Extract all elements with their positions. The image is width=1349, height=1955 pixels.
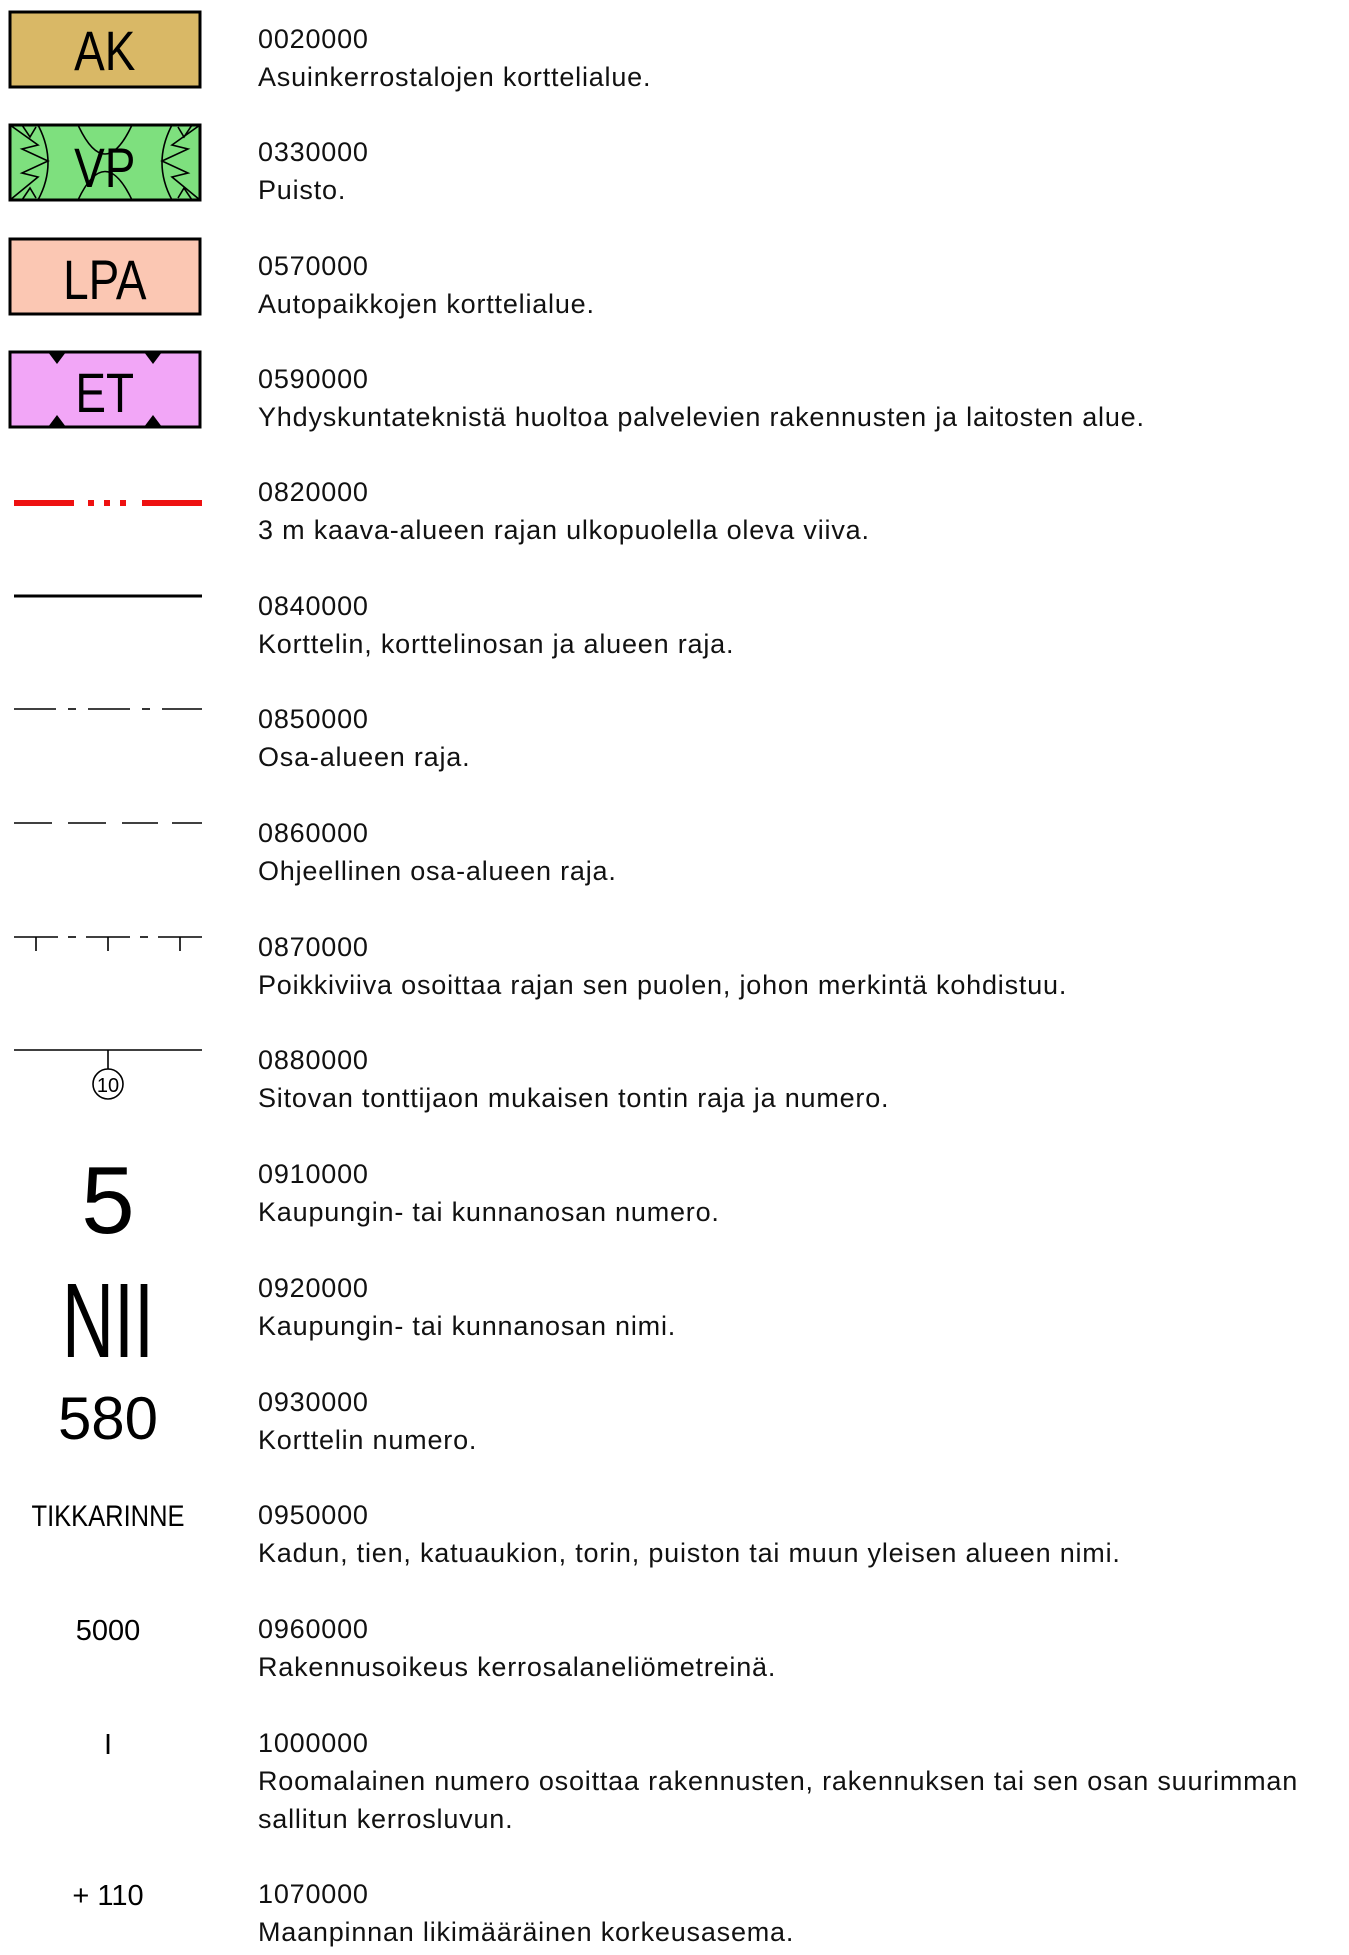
et-code: 0590000 xyxy=(258,364,369,394)
district-number-description: Kaupungin- tai kunnanosan numero. xyxy=(258,1197,720,1227)
block-number-symbol xyxy=(8,1373,202,1463)
street-name-description: Kadun, tien, katuaukion, torin, puiston tai muun yleisen alueen nimi. xyxy=(258,1538,1121,1568)
dashed-line-symbol xyxy=(8,804,202,894)
plot-number-label: 10 xyxy=(96,1075,120,1097)
block-number-description: Korttelin numero. xyxy=(258,1425,478,1455)
ak-label: AK xyxy=(74,19,136,83)
vp-label: VP xyxy=(74,136,136,200)
lpa-label: LPA xyxy=(63,248,147,312)
vp-description: Puisto. xyxy=(258,175,347,205)
block-boundary-code: 0840000 xyxy=(258,591,369,621)
et-area-symbol xyxy=(8,350,202,440)
district-name-symbol xyxy=(8,1259,202,1381)
vp-code: 0330000 xyxy=(258,137,369,167)
floor-count-symbol xyxy=(8,1714,202,1804)
red-boundary-description: 3 m kaava-alueen rajan ulkopuolella oleva viiva. xyxy=(258,515,870,545)
elevation-description: Maanpinnan likimääräinen korkeusasema. xyxy=(258,1917,795,1947)
solid-line-symbol xyxy=(8,577,202,667)
red-boundary-line-symbol xyxy=(8,463,202,553)
plot-boundary-description: Sitovan tonttijaon mukaisen tontin raja ja numero. xyxy=(258,1083,890,1113)
ak-code: 0020000 xyxy=(258,24,369,54)
block-number-code: 0930000 xyxy=(258,1387,369,1417)
district-number-label: 5 xyxy=(81,1147,135,1254)
district-number-code: 0910000 xyxy=(258,1159,369,1189)
indicative-boundary-description: Ohjeellinen osa-alueen raja. xyxy=(258,856,617,886)
ak-area-symbol xyxy=(8,10,202,100)
block-boundary-description: Korttelin, korttelinosan ja alueen raja. xyxy=(258,629,735,659)
district-name-description: Kaupungin- tai kunnanosan nimi. xyxy=(258,1311,677,1341)
plot-boundary-symbol xyxy=(8,1031,202,1121)
lpa-description: Autopaikkojen korttelialue. xyxy=(258,289,595,319)
district-number-symbol xyxy=(8,1145,202,1254)
red-boundary-code: 0820000 xyxy=(258,477,369,507)
block-number-label: 580 xyxy=(57,1385,159,1452)
floor-count-code: 1000000 xyxy=(258,1728,369,1758)
tick-boundary-line xyxy=(14,937,202,951)
indicative-boundary-code: 0860000 xyxy=(258,818,369,848)
cross-line-description: Poikkiviiva osoittaa rajan sen puolen, johon merkintä kohdistuu. xyxy=(258,970,1068,1000)
ak-description: Asuinkerrostalojen korttelialue. xyxy=(258,62,652,92)
district-name-code: 0920000 xyxy=(258,1273,369,1303)
vp-park-symbol xyxy=(8,123,202,213)
elevation-code: 1070000 xyxy=(258,1879,369,1909)
dash-dot-line-symbol xyxy=(8,690,202,780)
street-name-label: TIKKARINNE xyxy=(31,1499,185,1533)
building-right-code: 0960000 xyxy=(258,1614,369,1644)
cross-line-symbol xyxy=(8,918,202,1008)
district-name-label: NII xyxy=(61,1262,155,1381)
elevation-symbol xyxy=(8,1865,202,1955)
lpa-area-symbol xyxy=(8,237,202,327)
elevation-label: + 110 xyxy=(72,1880,144,1912)
subarea-boundary-code: 0850000 xyxy=(258,704,369,734)
building-right-label: 5000 xyxy=(75,1615,141,1647)
street-name-symbol xyxy=(8,1486,202,1576)
et-description: Yhdyskuntateknistä huoltoa palvelevien rakennusten ja laitosten alue. xyxy=(258,402,1145,432)
building-right-description: Rakennusoikeus kerrosalaneliömetreinä. xyxy=(258,1652,777,1682)
plot-boundary-code: 0880000 xyxy=(258,1045,369,1075)
subarea-boundary-description: Osa-alueen raja. xyxy=(258,742,471,772)
lpa-code: 0570000 xyxy=(258,251,369,281)
floor-count-description: Roomalainen numero osoittaa rakennusten, rakennuksen tai sen osan suurimman sallitun kerrosluvun. xyxy=(258,1766,1299,1834)
et-label: ET xyxy=(75,361,135,425)
floor-count-label: I xyxy=(103,1729,113,1761)
building-right-symbol xyxy=(8,1600,202,1690)
cross-line-code: 0870000 xyxy=(258,932,369,962)
street-name-code: 0950000 xyxy=(258,1500,369,1530)
